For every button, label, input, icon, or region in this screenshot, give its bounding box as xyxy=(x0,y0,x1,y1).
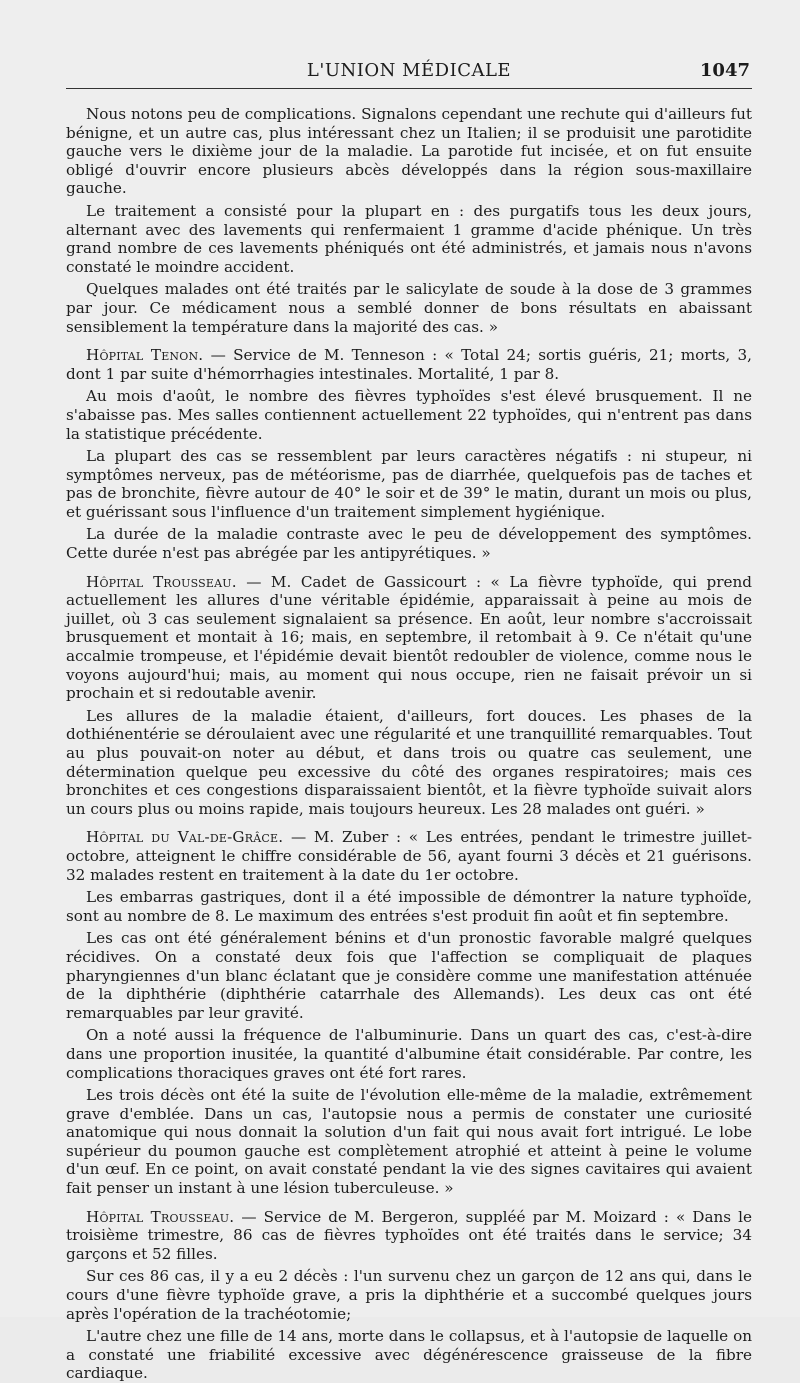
paragraph: Les embarras gastriques, dont il a été impossible de démontrer la nature typhoïde, sont au nombre de 8. Le maximum des entrées s'est produit fin août et fin septembre. xyxy=(66,888,752,925)
paragraph: Quelques malades ont été traités par le salicylate de soude à la dose de 3 grammes par jour. Ce médicament nous a semblé donner de bons résultats en abaissant sensiblement la température dans la majorité des cas. » xyxy=(66,280,752,336)
hospital-section-val-de-grace: Hôpital du Val-de-Grâce. — M. Zuber : « Les entrées, pendant le trimestre juillet-octobre, atteignent le chiffre considérable de 56, ayant fourni 3 décès et 21 guérisons. 32 malades restent en traitement à la date du 1er octobre. xyxy=(66,828,752,884)
paragraph: La durée de la maladie contraste avec le peu de développement des symptômes. Cette durée n'est pas abrégée par les antipyrétiques. » xyxy=(66,525,752,563)
hospital-section-trousseau-2: Hôpital Trousseau. — Service de M. Bergeron, suppléé par M. Moizard : « Dans le troisième trimestre, 86 cas de fièvres typhoïdes ont été traités dans le service; 34 garçons et 52 filles. xyxy=(66,1207,753,1263)
paragraph: L'autre chez une fille de 14 ans, morte dans le collapsus, et à l'autopsie de laquelle on a constaté une friabilité excessive avec dégénérescence graisseuse de la fibre cardiaque. xyxy=(66,1327,752,1383)
paragraph: Les trois décès ont été la suite de l'évolution elle-même de la maladie, extrêmement grave d'emblée. Dans un cas, l'autopsie nous a permis de constater une curiosité anatomique qui nous donnait la solution d'un fait qui nous avait fort intrigué. Le lobe supérieur du poumon gauche est complètement atrophié et atteint à peine le volume d'un œuf. En ce point, on avait constaté pendant la vie des signes cavitaires qui avaient fait penser un instant à une lésion tuberculeuse. » xyxy=(66,1086,752,1198)
paragraph: La plupart des cas se ressemblent par leurs caractères négatifs : ni stupeur, ni symptômes nerveux, pas de météorisme, pas de diarrhée, quelquefois pas de taches et pas de bronchite, fièvre autour de 40° le soir et de 39° le matin, durant un mois ou plus, et guérissant sous l'influence d'un traitement simplement hygiénique. xyxy=(66,447,752,521)
paragraph: Le traitement a consisté pour la plupart en : des purgatifs tous les deux jours, alternant avec des lavements qui renfermaient 1 gramme d'acide phénique. Un très grand nombre de ces lavements phéniqués ont été administrés, et jamais nous n'avons constaté le moindre accident. xyxy=(66,201,752,276)
paragraph: Les cas ont été généralement bénins et d'un pronostic favorable malgré quelques récidives. On a constaté deux fois que l'affection se compliquait de plaques pharyngiennes d'un blanc éclatant que je considère comme une manifestation atténuée de la diphthérie (diphthérie catarrhale des Allemands). Les deux cas ont été remarquables par leur gravité. xyxy=(66,929,752,1022)
paragraph: Au mois d'août, le nombre des fièvres typhoïdes s'est élevé brusquement. Il ne s'abaisse pas. Mes salles contiennent actuellement 22 typhoïdes, qui n'entrent pas dans la statistique précédente. xyxy=(66,387,752,443)
page-number: 1047 xyxy=(699,60,750,81)
body-text xyxy=(66,105,752,1383)
hospital-section-trousseau-1: Hôpital Trousseau. — M. Cadet de Gassicourt : « La fièvre typhoïde, qui prend actuellement les allures d'une véritable épidémie, apparaissait à peine au mois de juillet, où 3 cas seulement signalaient sa présence. En août, leur nombre s'accroissait brusquement et montait à 16; mais, en septembre, il retombait à 9. Ce n'était qu'une accalmie trompeuse, et l'épidémie devait bientôt redoubler de violence, comme nous le voyons aujourd'hui; mais, au moment qui nous occupe, rien ne faisait prévoir un si prochain et si redoutable avenir. xyxy=(66,572,752,703)
hospital-name: Hôpital Trousseau. xyxy=(86,1207,235,1226)
paragraph: Les allures de la maladie étaient, d'ailleurs, fort douces. Les phases de la dothiénentérie se déroulaient avec une régularité et une tranquillité remarquables. Tout au plus pouvait-on noter au début, et dans trois ou quatre cas seulement, une détermination quelque peu excessive du côté des organes respiratoires; mais ces bronchites et ces congestions disparaissaient bientôt, et la fièvre typhoïde suivait alors un cours plus ou moins rapide, mais toujours heureux. Les 28 malades ont guéri. » xyxy=(66,706,752,818)
hospital-name: Hôpital du Val-de-Grâce. xyxy=(86,828,284,847)
paragraph: Nous notons peu de complications. Signalons cependant une rechute qui d'ailleurs fut bénigne, et un autre cas, plus intéressant chez un Italien; il se produisit une parotidite gauche vers le dixième jour de la maladie. La parotide fut incisée, et on fut ensuite obligé d'ouvrir encore plusieurs abcès développés dans la région sous-maxillaire gauche. xyxy=(66,105,752,198)
hospital-name: Hôpital Tenon. xyxy=(86,346,204,365)
paragraph: On a noté aussi la fréquence de l'albuminurie. Dans un quart des cas, c'est-à-dire dans une proportion inusitée, la quantité d'albumine était considérable. Par contre, les complications thoraciques graves ont été fort rares. xyxy=(66,1026,752,1082)
paragraph: Sur ces 86 cas, il y a eu 2 décès : l'un survenu chez un garçon de 12 ans qui, dans le cours d'une fièvre typhoïde grave, a pris la diphthérie et a succombé quelques jours après l'opération de la trachéotomie; xyxy=(66,1267,752,1323)
hospital-section-tenon: Hôpital Tenon. — Service de M. Tenneson : « Total 24; sortis guéris, 21; morts, 3, dont 1 par suite d'hémorrhagies intestinales. Mortalité, 1 par 8. xyxy=(66,346,753,383)
running-title: L'UNION MÉDICALE xyxy=(306,60,512,81)
page-header xyxy=(66,58,752,89)
hospital-name: Hôpital Trousseau. xyxy=(86,572,237,591)
